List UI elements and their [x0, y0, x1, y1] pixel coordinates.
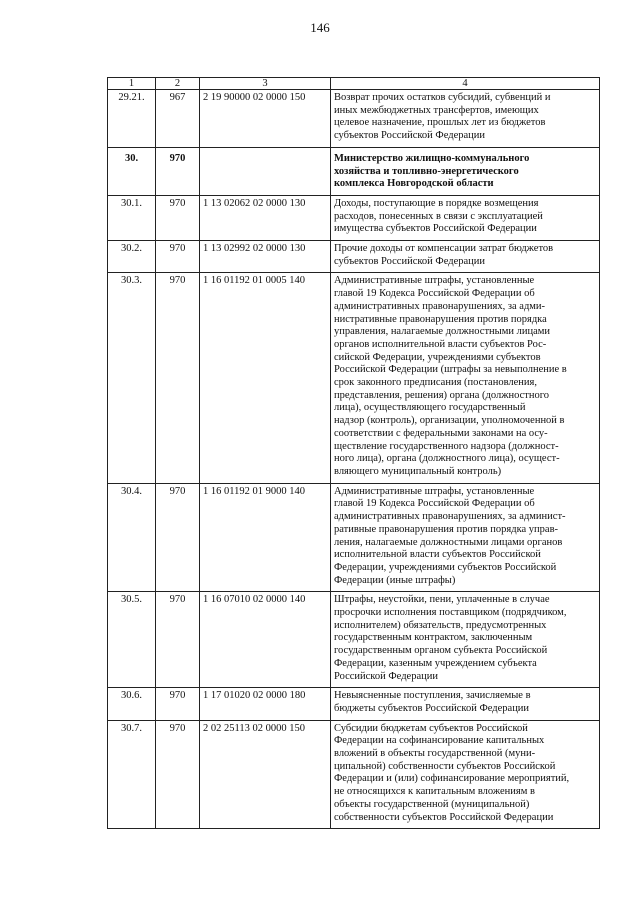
- header-col-3: 3: [200, 78, 331, 90]
- row-number: 30.5.: [108, 592, 156, 688]
- admin-code: 970: [156, 483, 200, 592]
- description-line: административных правонарушениях, за адми-: [334, 300, 546, 312]
- budget-code: [200, 147, 331, 195]
- description-line: представления, решения) органа (должностного: [334, 389, 550, 401]
- description-line: Федерации на софинансирование капитальных: [334, 735, 545, 747]
- budget-code: 1 16 01192 01 9000 140: [200, 483, 331, 592]
- budget-code: 1 17 01020 02 0000 180: [200, 688, 331, 720]
- description-line: Российской Федерации (штрафы за невыполнение в: [334, 364, 567, 376]
- header-col-1: 1: [108, 78, 156, 90]
- table-row: [108, 195, 600, 240]
- description-line: Возврат прочих остатков субсидий, субвенций и: [334, 92, 551, 103]
- budget-code: 1 16 01192 01 0005 140: [200, 273, 331, 483]
- description-line: Штрафы, неустойки, пени, уплаченные в случае: [334, 594, 550, 606]
- row-number: 30.7.: [108, 720, 156, 829]
- description-line: лица), осуществляющего государственный: [334, 402, 526, 414]
- description-line: ного лица), органа (должностного лица), осущест-: [334, 453, 560, 465]
- description-line: ципальной) собственности субъектов Российской: [334, 760, 556, 772]
- table-row: [108, 688, 600, 720]
- description-line: Прочие доходы от компенсации затрат бюджетов: [334, 243, 554, 255]
- admin-code: 970: [156, 147, 200, 195]
- description-line: исполнительной власти субъектов Российской: [334, 549, 541, 561]
- admin-code: 970: [156, 195, 200, 240]
- description-line: Административные штрафы, установленные: [334, 485, 535, 497]
- description-line: расходов, понесенных в связи с эксплуатацией: [334, 210, 543, 222]
- description-line: субъектов Российской Федерации: [334, 255, 486, 267]
- budget-code: 2 02 25113 02 0000 150: [200, 720, 331, 829]
- description-line: собственности субъектов Российской Федерации: [334, 811, 554, 823]
- table-row: [108, 273, 600, 483]
- row-description: [331, 720, 600, 829]
- description-line: не относящихся к капитальным вложениям в: [334, 786, 535, 798]
- row-description: [331, 147, 600, 195]
- description-line: имущества субъектов Российской Федерации: [334, 223, 537, 235]
- description-line: субъектов Российской Федерации: [334, 130, 486, 142]
- description-line: главой 19 Кодекса Российской Федерации об: [334, 498, 535, 510]
- row-number: 29.21.: [108, 90, 156, 148]
- description-line: вложений в объекты государственной (муни-: [334, 748, 536, 760]
- description-line: просрочки исполнения поставщиком (подрядчиком,: [334, 607, 567, 619]
- row-number: 30.4.: [108, 483, 156, 592]
- description-line: Административные штрафы, установленные: [334, 275, 535, 287]
- admin-code: 970: [156, 592, 200, 688]
- admin-code: 967: [156, 90, 200, 148]
- description-line: органов исполнительной власти субъектов Рос-: [334, 338, 547, 350]
- row-number: 30.: [108, 147, 156, 195]
- header-col-2: 2: [156, 78, 200, 90]
- table-row: [108, 592, 600, 688]
- description-line: Федерации (иные штрафы): [334, 574, 456, 586]
- description-line: надзор (контроль), организации, уполномоченной в: [334, 415, 565, 427]
- row-number: 30.6.: [108, 688, 156, 720]
- description-line: исполнителем) обязательств, предусмотренных: [334, 619, 547, 631]
- description-line: нистративные правонарушения против порядка: [334, 313, 547, 325]
- admin-code: 970: [156, 720, 200, 829]
- admin-code: 970: [156, 273, 200, 483]
- table-row: [108, 90, 600, 148]
- description-line: иных межбюджетных трансфертов, имеющих: [334, 104, 539, 116]
- description-line: Федерации и (или) софинансирование мероприятий,: [334, 773, 570, 785]
- row-description: [331, 241, 600, 273]
- description-line: Российской Федерации: [334, 670, 438, 682]
- table-row: [108, 241, 600, 273]
- description-line: Невыясненные поступления, зачисляемые в: [334, 690, 531, 702]
- page-number: 146: [310, 20, 330, 35]
- description-line: вляющего муниципальный контроль): [334, 465, 502, 477]
- table-row: [108, 720, 600, 829]
- header-col-4: 4: [331, 78, 600, 90]
- row-description: [331, 483, 600, 592]
- row-description: [331, 90, 600, 148]
- description-line: сийской Федерации, учреждениями субъектов: [334, 351, 541, 363]
- description-line: целевое назначение, прошлых лет из бюджетов: [334, 117, 546, 129]
- description-line: хозяйства и топливно-энергетического: [334, 165, 519, 177]
- description-line: объекты государственной (муниципальной): [334, 798, 530, 810]
- description-line: Федерации, казенным учреждением субъекта: [334, 657, 537, 669]
- description-line: соответствии с федеральными законами на осу-: [334, 427, 548, 439]
- row-number: 30.3.: [108, 273, 156, 483]
- description-line: ществление государственного надзора (должност-: [334, 440, 559, 452]
- budget-codes-table: [107, 77, 600, 829]
- row-number: 30.1.: [108, 195, 156, 240]
- description-line: административных правонарушениях, за админист-: [334, 511, 566, 523]
- description-line: срок законного предписания (постановления,: [334, 377, 537, 389]
- description-line: государственным органом субъекта Российской: [334, 645, 548, 657]
- description-line: бюджеты субъектов Российской Федерации: [334, 702, 530, 714]
- description-line: Субсидии бюджетам субъектов Российской: [334, 722, 528, 734]
- row-description: [331, 195, 600, 240]
- budget-code: 1 16 07010 02 0000 140: [200, 592, 331, 688]
- description-line: ления, налагаемые должностными лицами органов: [334, 536, 563, 548]
- budget-code: 1 13 02062 02 0000 130: [200, 195, 331, 240]
- header-row: [108, 78, 600, 90]
- description-line: Министерство жилищно-коммунального: [334, 152, 530, 164]
- description-line: комплекса Новгородской области: [334, 178, 494, 190]
- description-line: главой 19 Кодекса Российской Федерации об: [334, 288, 535, 300]
- table-row: [108, 147, 600, 195]
- budget-code: 2 19 90000 02 0000 150: [200, 90, 331, 148]
- admin-code: 970: [156, 241, 200, 273]
- table-row: [108, 483, 600, 592]
- budget-code: 1 13 02992 02 0000 130: [200, 241, 331, 273]
- description-line: Доходы, поступающие в порядке возмещения: [334, 197, 539, 209]
- description-line: государственным контрактом, заключенным: [334, 632, 533, 644]
- row-number: 30.2.: [108, 241, 156, 273]
- description-line: ративные правонарушения против порядка управ-: [334, 523, 559, 535]
- description-line: Федерации, учреждениями субъектов Российской: [334, 561, 557, 573]
- admin-code: 970: [156, 688, 200, 720]
- row-description: [331, 688, 600, 720]
- row-description: [331, 592, 600, 688]
- description-line: управления, налагаемые должностными лицами: [334, 326, 550, 338]
- row-description: [331, 273, 600, 483]
